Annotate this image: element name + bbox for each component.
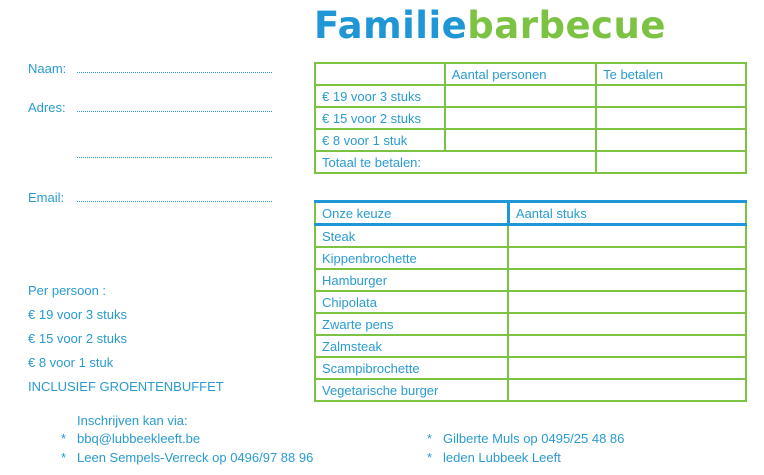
registration-item <box>61 431 200 446</box>
column-header: Onze keuze <box>315 202 508 225</box>
table-row <box>315 85 746 107</box>
title-part-barbecue: barbecue <box>467 4 666 47</box>
price-option: € 8 voor 1 stuk <box>315 129 445 151</box>
choice-item: Vegetarische burger <box>315 379 508 401</box>
total-cell[interactable] <box>596 151 746 173</box>
table-row <box>315 129 746 151</box>
bullet-star: * <box>61 450 67 465</box>
table-row <box>315 107 746 129</box>
table-row <box>315 269 746 291</box>
registration-contact: Gilberte Muls op 0495/25 48 86 <box>443 431 625 446</box>
registration-contact: Leen Sempels-Verreck op 0496/97 88 96 <box>77 450 314 465</box>
email-label: Email: <box>28 190 65 205</box>
table-row <box>315 151 746 173</box>
per-person-inclusive: INCLUSIEF GROENTENBUFFET <box>28 379 224 394</box>
table-row <box>315 63 746 85</box>
registration-item <box>427 431 624 446</box>
registration-contact: leden Lubbeek Leeft <box>443 450 561 465</box>
table-row <box>315 291 746 313</box>
table-cell <box>315 63 445 85</box>
adres-field-line2[interactable] <box>77 157 272 158</box>
per-person-line: € 8 voor 1 stuk <box>28 355 114 370</box>
registration-email[interactable]: bbq@lubbeekleeft.be <box>77 431 201 446</box>
aantal-stuks-cell[interactable] <box>508 335 746 357</box>
choice-item: Zalmsteak <box>315 335 508 357</box>
email-field[interactable] <box>77 201 272 202</box>
aantal-stuks-cell[interactable] <box>508 269 746 291</box>
aantal-personen-cell[interactable] <box>445 107 596 129</box>
registration-heading: Inschrijven kan via: <box>77 413 188 428</box>
table-row <box>315 247 746 269</box>
table-row <box>315 202 746 225</box>
aantal-stuks-cell[interactable] <box>508 225 746 248</box>
bullet-star: * <box>427 450 433 465</box>
table-row <box>315 357 746 379</box>
aantal-stuks-cell[interactable] <box>508 313 746 335</box>
aantal-stuks-cell[interactable] <box>508 247 746 269</box>
per-person-line: € 15 voor 2 stuks <box>28 331 127 346</box>
price-option: € 15 voor 2 stuks <box>315 107 445 129</box>
aantal-stuks-cell[interactable] <box>508 357 746 379</box>
naam-field[interactable] <box>77 72 272 73</box>
choice-item: Kippenbrochette <box>315 247 508 269</box>
choice-item: Chipolata <box>315 291 508 313</box>
column-header: Aantal stuks <box>508 202 746 225</box>
naam-label: Naam: <box>28 61 67 76</box>
choice-item: Steak <box>315 225 508 248</box>
title-part-familie: Familie <box>314 4 468 47</box>
te-betalen-cell[interactable] <box>596 129 746 151</box>
per-person-heading: Per persoon : <box>28 283 107 298</box>
page-title <box>314 4 666 47</box>
bullet-star: * <box>61 431 67 446</box>
adres-label: Adres: <box>28 100 66 115</box>
registration-item <box>427 450 561 465</box>
column-header: Te betalen <box>596 63 746 85</box>
aantal-personen-cell[interactable] <box>445 85 596 107</box>
price-option: € 19 voor 3 stuks <box>315 85 445 107</box>
choice-item: Scampibrochette <box>315 357 508 379</box>
table-row <box>315 335 746 357</box>
te-betalen-cell[interactable] <box>596 85 746 107</box>
table-row <box>315 225 746 248</box>
aantal-stuks-cell[interactable] <box>508 291 746 313</box>
adres-field-line1[interactable] <box>77 111 272 112</box>
bullet-star: * <box>427 431 433 446</box>
registration-item <box>61 450 313 465</box>
aantal-personen-cell[interactable] <box>445 129 596 151</box>
column-header: Aantal personen <box>445 63 596 85</box>
aantal-stuks-cell[interactable] <box>508 379 746 401</box>
table-row <box>315 379 746 401</box>
price-table <box>314 62 747 174</box>
total-label: Totaal te betalen: <box>315 151 596 173</box>
choice-table <box>314 200 747 402</box>
te-betalen-cell[interactable] <box>596 107 746 129</box>
per-person-line: € 19 voor 3 stuks <box>28 307 127 322</box>
choice-item: Zwarte pens <box>315 313 508 335</box>
table-row <box>315 313 746 335</box>
choice-item: Hamburger <box>315 269 508 291</box>
